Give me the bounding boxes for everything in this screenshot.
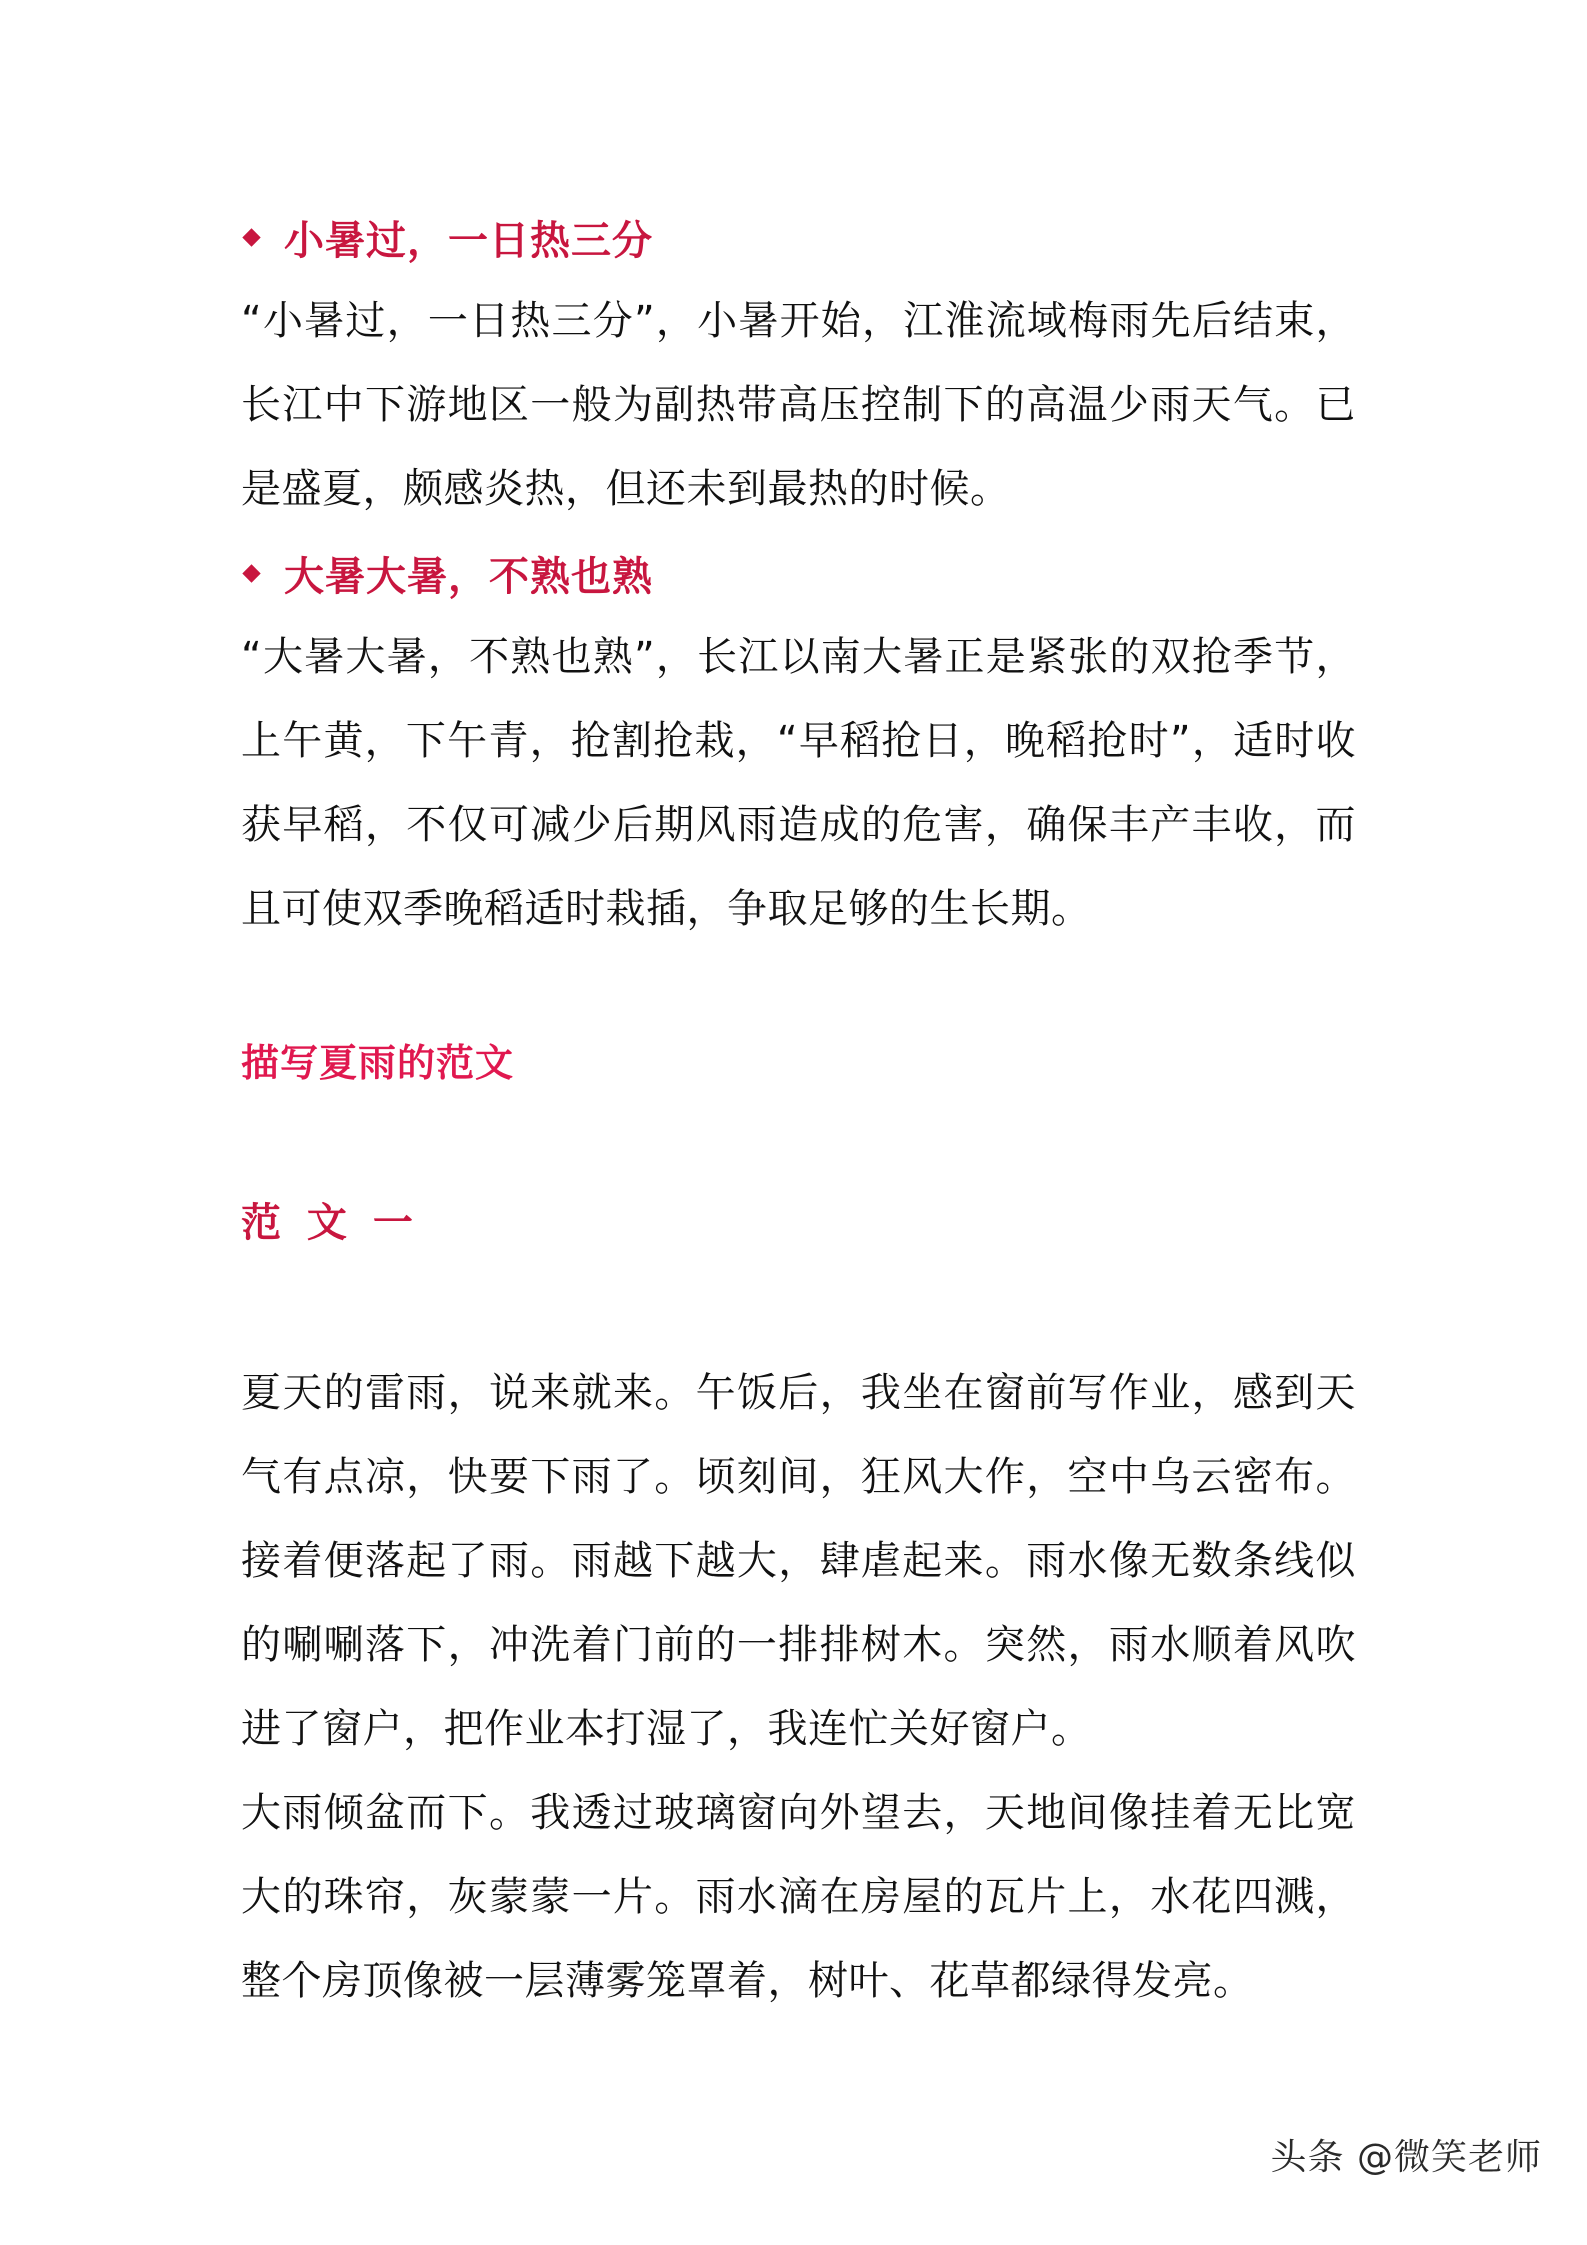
- spacer: [241, 1105, 1356, 1181]
- section-title-summer-rain: 描写夏雨的范文: [241, 1041, 515, 1085]
- spacer: [241, 951, 1356, 1021]
- watermark: 头条 @微笑老师: [1270, 2137, 1542, 2178]
- paragraph-xiaoshu: “小暑过，一日热三分”，小暑开始，江淮流域梅雨先后结束，长江中下游地区一般为副热带高压控制下的高温少雨天气。已是盛夏，颇感炎热，但还未到最热的时候。: [241, 298, 1356, 512]
- paragraph-dashu: “大暑大暑，不熟也熟”，长江以南大暑正是紧张的双抢季节，上午黄，下午青，抢割抢栽，“早稻抢日，晚稻抢时”，适时收获早稻，不仅可减少后期风雨造成的危害，确保丰产丰收，而且可使双季晚稻适时栽插，争取足够的生长期。: [241, 634, 1356, 932]
- essay-paragraph-1: 夏天的雷雨，说来就来。午饭后，我坐在窗前写作业，感到天气有点凉，快要下雨了。顷刻间，狂风大作，空中乌云密布。接着便落起了雨。雨越下越大，肆虐起来。雨水像无数条线似的唰唰落下，冲洗着门前的一排排树木。突然，雨水顺着风吹进了窗户，把作业本打湿了，我连忙关好窗户。: [241, 1370, 1356, 1752]
- sample-essay-title: 范 文 一: [241, 1200, 419, 1246]
- heading-dashu-text: 大暑大暑，不熟也熟: [284, 553, 653, 600]
- spacer: [241, 1265, 1356, 1351]
- document-content: [241, 195, 1356, 2023]
- essay-paragraph-2: 大雨倾盆而下。我透过玻璃窗向外望去，天地间像挂着无比宽大的珠帘，灰蒙蒙一片。雨水滴在房屋的瓦片上，水花四溅，整个房顶像被一层薄雾笼罩着，树叶、花草都绿得发亮。: [241, 1790, 1356, 2004]
- diamond-bullet-icon: [242, 228, 260, 246]
- heading-xiaoshu-text: 小暑过，一日热三分: [284, 217, 653, 264]
- heading-xiaoshu: [241, 195, 1356, 279]
- diamond-bullet-icon: [242, 564, 260, 582]
- heading-dashu: [241, 531, 1356, 615]
